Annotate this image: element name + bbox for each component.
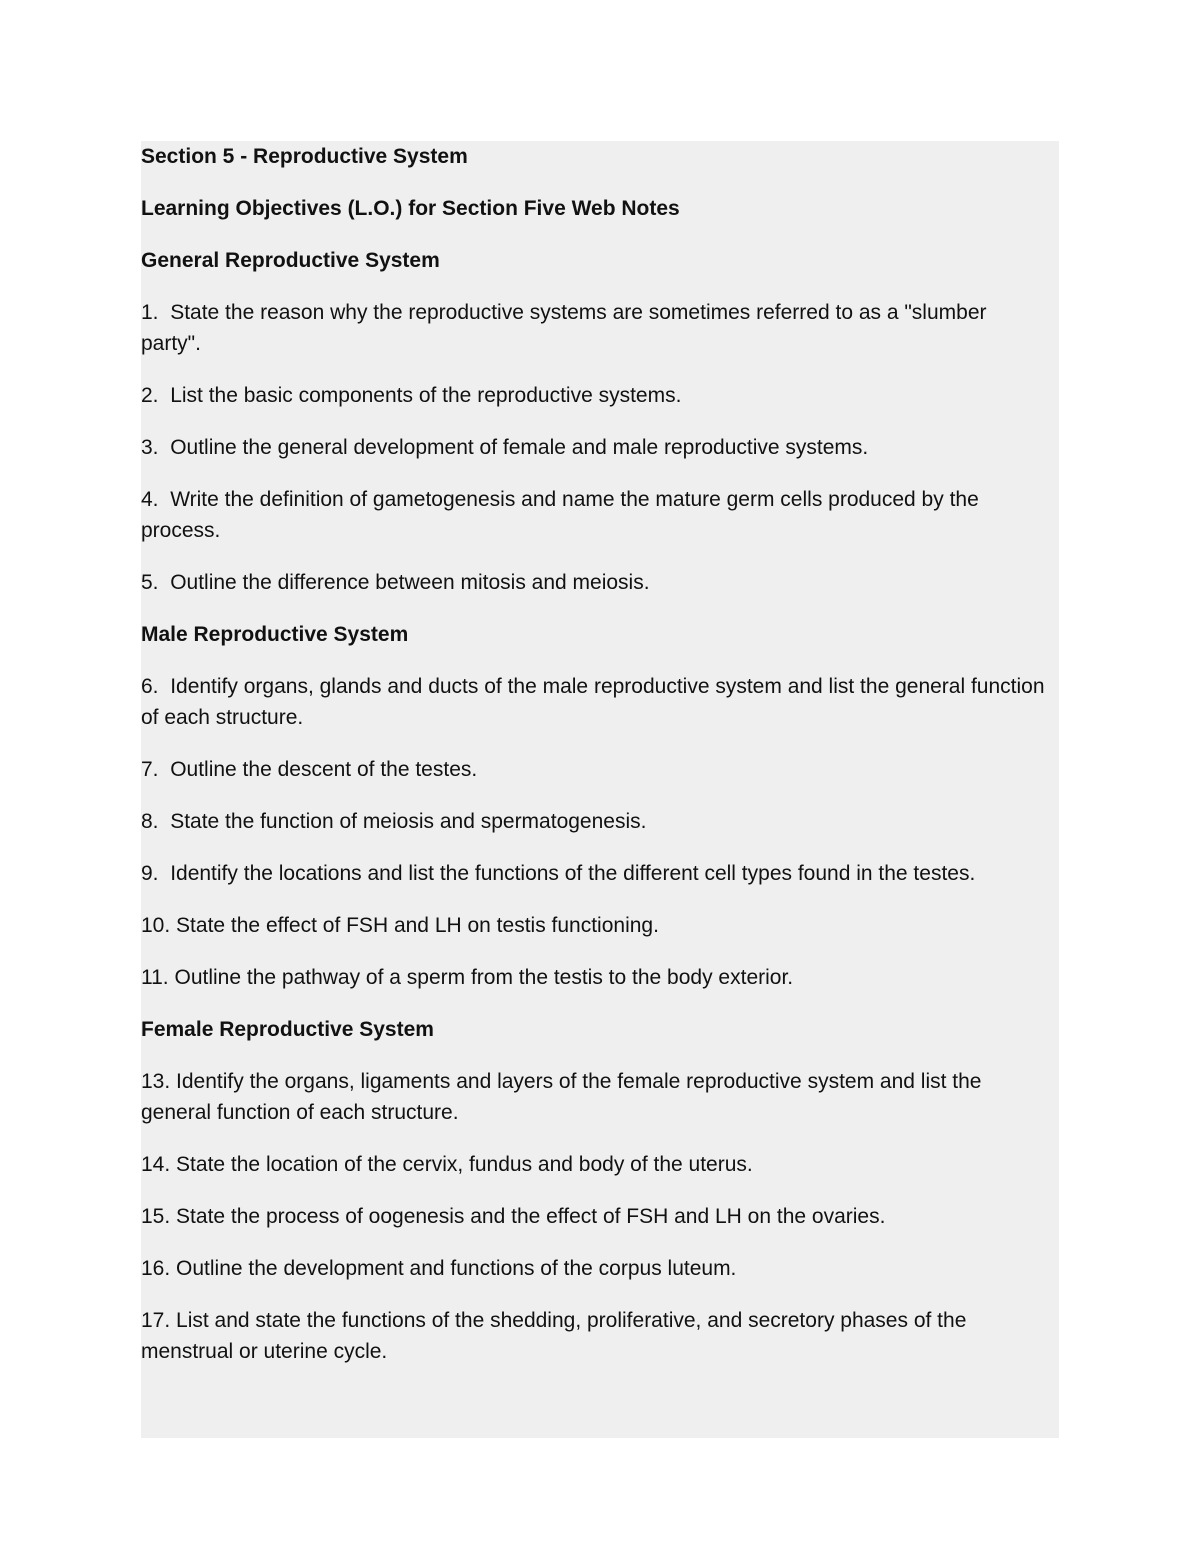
item-number: 5. (141, 571, 159, 594)
item-text: Write the definition of gametogenesis and name the mature germ cells produced by the process. (141, 488, 979, 542)
section-general (141, 245, 1051, 598)
item-text: Identify the locations and list the functions of the different cell types found in the testes. (170, 862, 976, 885)
item-number: 11. (141, 966, 169, 989)
item-number: 3. (141, 436, 159, 459)
list-item (141, 1201, 1051, 1232)
section-heading: Male Reproductive System (141, 623, 409, 646)
list-item (141, 962, 1051, 993)
document-body (141, 141, 1051, 1388)
item-number: 14. (141, 1153, 171, 1176)
item-text: Outline the general development of female and male reproductive systems. (170, 436, 869, 459)
item-number: 1. (141, 301, 159, 324)
list-item (141, 754, 1051, 785)
list-item (141, 567, 1051, 598)
item-text: State the function of meiosis and spermatogenesis. (170, 810, 647, 833)
list-item (141, 1066, 1051, 1128)
item-number: 8. (141, 810, 159, 833)
item-text: Identify the organs, ligaments and layers of the female reproductive system and list the general function of each structure. (141, 1070, 982, 1124)
item-text: State the location of the cervix, fundus and body of the uterus. (176, 1153, 753, 1176)
list-item (141, 432, 1051, 463)
item-text: Outline the pathway of a sperm from the testis to the body exterior. (174, 966, 794, 989)
list-item (141, 1253, 1051, 1284)
item-text: State the process of oogenesis and the effect of FSH and LH on the ovaries. (176, 1205, 886, 1228)
item-number: 2. (141, 384, 159, 407)
list-item (141, 1305, 1051, 1367)
item-text: State the reason why the reproductive systems are sometimes referred to as a "slumber party". (141, 301, 987, 355)
list-item (141, 671, 1051, 733)
document-subtitle: Learning Objectives (L.O.) for Section Five Web Notes (141, 197, 680, 220)
item-number: 15. (141, 1205, 171, 1228)
section-female (141, 1014, 1051, 1367)
section-heading: General Reproductive System (141, 249, 440, 272)
item-number: 13. (141, 1070, 171, 1093)
list-item (141, 1149, 1051, 1180)
item-text: List the basic components of the reproductive systems. (170, 384, 682, 407)
list-item (141, 910, 1051, 941)
item-number: 17. (141, 1309, 171, 1332)
list-item (141, 858, 1051, 889)
item-number: 16. (141, 1257, 171, 1280)
item-text: Outline the difference between mitosis and meiosis. (170, 571, 650, 594)
item-number: 6. (141, 675, 159, 698)
item-text: List and state the functions of the shedding, proliferative, and secretory phases of the menstrual or uterine cycle. (141, 1309, 967, 1363)
item-number: 7. (141, 758, 159, 781)
item-text: Identify organs, glands and ducts of the male reproductive system and list the general function of each structure. (141, 675, 1045, 729)
item-number: 4. (141, 488, 159, 511)
item-text: Outline the descent of the testes. (170, 758, 478, 781)
list-item (141, 484, 1051, 546)
list-item (141, 297, 1051, 359)
list-item (141, 806, 1051, 837)
document-title: Section 5 - Reproductive System (141, 145, 468, 168)
section-heading: Female Reproductive System (141, 1018, 434, 1041)
item-text: Outline the development and functions of the corpus luteum. (176, 1257, 737, 1280)
list-item (141, 380, 1051, 411)
item-number: 9. (141, 862, 159, 885)
item-text: State the effect of FSH and LH on testis functioning. (176, 914, 659, 937)
item-number: 10. (141, 914, 171, 937)
section-male (141, 619, 1051, 993)
